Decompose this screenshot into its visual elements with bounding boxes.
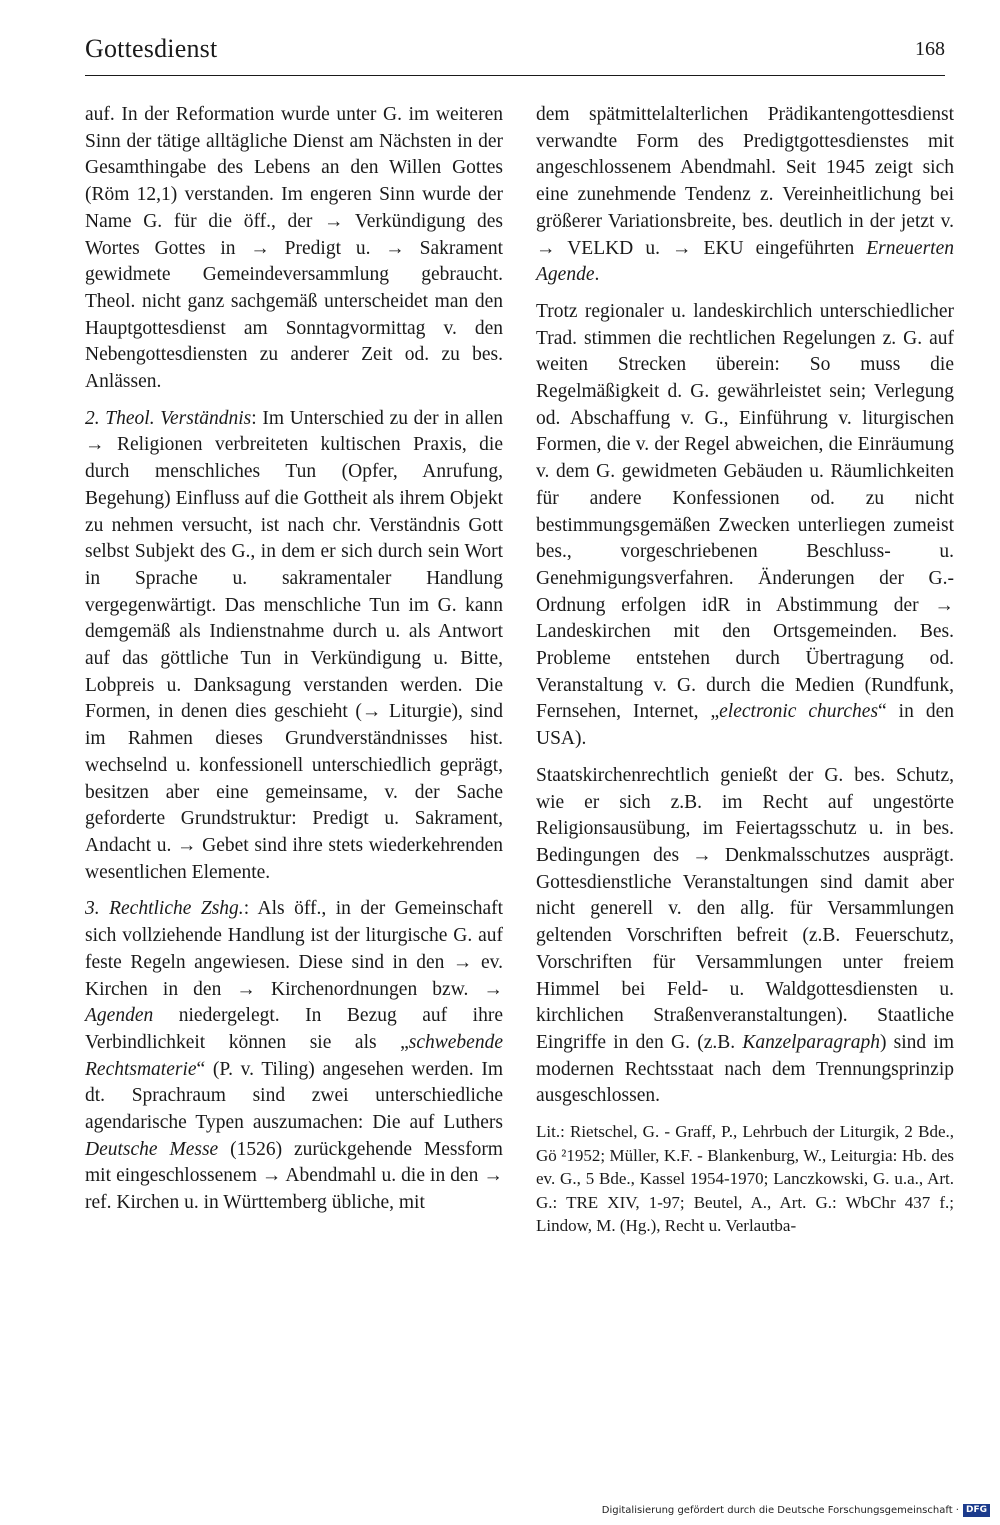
- text-run: .: [594, 264, 600, 286]
- footer-text: Digitalisierung gefördert durch die Deutsche Forschungsgemeinschaft ·: [601, 1505, 959, 1516]
- italic-text: 2. Theol. Verständnis: [85, 407, 252, 429]
- text-run: auf. In der Reformation wurde unter G. im weiteren Sinn der tätige alltägliche Dienst am Nächsten in der Gesamthingabe des Lebens an den Willen Gottes (Röm 12,1) verstanden. Im engeren Sinn wurde der Name G. für die öff., der → Verkündigung des Wortes Gottes in → Predigt u. → Sakrament gewidmete Gemeindeversammlung gebraucht. Theol. nicht ganz sachgemäß unterscheidet man den Hauptgottesdienst am Sonntagvormittag v. den Nebengottesdiensten zu anderer Zeit od. zu bes. Anlässen.: [85, 104, 503, 393]
- text-run: Staatskirchenrechtlich genießt der G. bes. Schutz, wie er sich z.B. im Recht auf ungestörte Religionsausübung, im Feiertagsschutz u. in bes. Bedingungen des → Denkmalsschutzes ausprägt. Gottesdienstliche Veranstaltungen sind damit aber nicht generell v. den allg. für Versammlungen geltenden Vorschriften befreit (z.B. Feuerschutz, Vorschriften für Versammlungen unter freiem Himmel bei Feld- u. Waldgottesdiensten u. kirchlichen Straßenveranstaltungen). Staatliche Eingriffe in den G. (z.B.: [536, 764, 954, 1053]
- text-run: “ in den USA).: [536, 701, 954, 750]
- text-run: : Im Unterschied zu der in allen → Religionen verbreiteten kultischen Praxis, die durch menschliches Tun (Opfer, Anrufung, Begehung) Einfluss auf die Gottheit als ihrem Objekt zu nehmen versucht, ist nach chr. Verständnis Gott selbst Subjekt des G., in dem er sich durch sein Wort in Sprache u. sakramentaler Handlung vergegenwärtigt. Das menschliche Tun im G. kann demgemäß als Indienstnahme durch u. als Antwort auf das göttliche Tun in Verkündigung u. Bitte, Lobpreis u. Danksagung verstanden werden. Die Formen, in denen dies geschieht (→ Liturgie), sind im Rahmen dieses Grundverständnisses hist. wechselnd u. konfessionell unterschiedlich geprägt, besitzen aber eine gemeinsame, v. der Sache geforderte Grundstruktur: Predigt u. Sakrament, Andacht u. → Gebet sind ihre stets wiederkehrenden wesentlichen Elemente.: [85, 407, 503, 883]
- page-header: [85, 30, 945, 76]
- running-title: Gottesdienst: [85, 34, 218, 63]
- text-run: (1526) zurückgehende Messform mit eingeschlossenem → Abendmahl u. die in den → ref. Kirchen u. in Württemberg übliche, mit: [85, 1138, 503, 1214]
- text-run: dem spätmittelalterlichen Prädikantengottesdienst verwandte Form des Predigtgottesdienstes mit angeschlossenem Abendmahl. Seit 1945 zeigt sich eine zunehmende Tendenz z. Vereinheitlichung bei größerer Variationsbreite, bes. deutlich in der jetzt v. → VELKD u. → EKU eingeführten: [536, 104, 954, 259]
- paragraph: [85, 406, 503, 887]
- italic-text: 3. Rechtliche Zshg.: [85, 898, 244, 920]
- page-number: 168: [915, 38, 945, 60]
- literature-references: Lit.: Rietschel, G. - Graff, P., Lehrbuch der Liturgik, 2 Bde., Gö ²1952; Müller, K.F. - Blankenburg, W., Leiturgia: Hb. des ev. G., 5 Bde., Kassel 1954-1970; Lanczkowski, G. u.a., Art. G.: TRE XIV, 1-97; Beutel, A., Art. G.: WbChr 437 f.; Lindow, M. (Hg.), Recht u. Verlautba-: [536, 1122, 954, 1236]
- italic-text: Deutsche Messe: [85, 1138, 219, 1160]
- paragraph: [536, 102, 954, 289]
- text-run: “ (P. v. Tiling) angesehen werden. Im dt. Sprachraum sind zwei unterschiedliche agendarische Typen auszumachen: Die auf Luthers: [85, 1058, 503, 1134]
- paragraph: [85, 102, 503, 396]
- right-column: [536, 102, 954, 1248]
- italic-text: electronic churches: [719, 701, 879, 723]
- text-run: ) sind im modernen Rechtsstaat nach dem Trennungsprinzip ausgeschlossen.: [536, 1031, 954, 1107]
- text-run: Trotz regionaler u. landeskirchlich unterschiedlicher Trad. stimmen die rechtlichen Regelungen z. G. auf weiten Strecken überein: So muss die Regelmäßigkeit d. G. gewährleistet sein; Verlegung od. Abschaffung v. G., Einführung v. liturgischen Formen, die v. der Regel abweichen, die Einräumung v. dem G. gewidmeten Gebäuden u. Räumlichkeiten für andere Konfessionen od. zu nicht bestimmungsgemäßen Zwecken unterliegen zumeist bes., vorgeschriebenen Beschluss- u. Genehmigungsverfahren. Änderungen der G.-Ordnung erfolgen idR in Abstimmung der → Landeskirchen mit den Ortsgemeinden. Bes. Probleme entstehen durch Übertragung od. Veranstaltung v. G. durch die Medien (Rundfunk, Fernsehen, Internet, „: [536, 300, 954, 723]
- paragraph: [85, 896, 503, 1216]
- dfg-funding-footer: [602, 1504, 990, 1517]
- dfg-logo: DFG: [963, 1504, 990, 1517]
- left-column: [85, 102, 503, 1227]
- text-run: niedergelegt. In Bezug auf ihre Verbindlichkeit können sie als „: [85, 1005, 503, 1053]
- text-run: : Als öff., in der Gemeinschaft sich vollziehende Handlung ist der liturgische G. auf feste Regeln angewiesen. Diese sind in den → ev. Kirchen in den → Kirchenordnungen bzw. →: [85, 898, 504, 1000]
- italic-text: Erneuerten Agende: [536, 237, 954, 286]
- italic-text: Kanzelparagraph: [742, 1031, 880, 1053]
- italic-text: Agenden: [85, 1005, 154, 1027]
- paragraph: [536, 763, 954, 1110]
- italic-text: schwebende Rechtsmaterie: [85, 1031, 503, 1080]
- paragraph: [536, 299, 954, 753]
